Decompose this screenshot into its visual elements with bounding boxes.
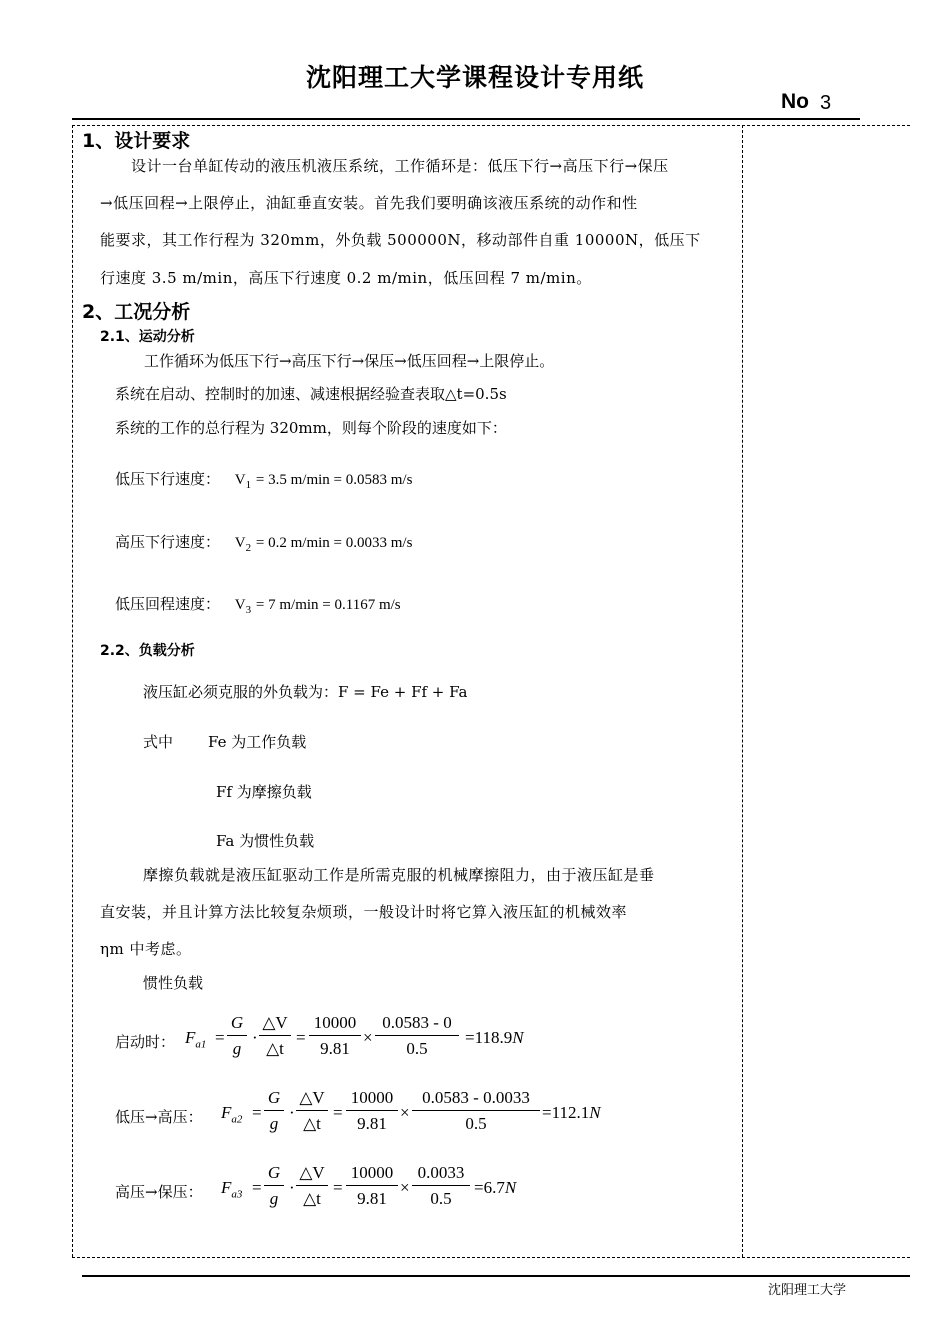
footer-rule: [82, 1275, 910, 1277]
formula-result: =6.7: [474, 1178, 505, 1197]
inertia-label: 惯性负载: [143, 974, 204, 992]
frame-margin-border: [742, 125, 743, 1257]
load-equation: 液压缸必须克服的外负载为：F = Fe + Ff + Fa: [143, 683, 468, 701]
friction-line-1: 摩擦负载就是液压缸驱动工作是所需克服的机械摩擦阻力，由于液压缸是垂: [143, 866, 655, 884]
fraction-time: 0.5: [430, 1189, 452, 1208]
force-symbol: F: [185, 1028, 196, 1047]
fraction-weight: 10000: [309, 1013, 361, 1036]
section-heading-requirements: 1、设计要求: [82, 130, 191, 152]
motion-line-2: 系统在启动、控制时的加速、减速根据经验查表取△t=0.5s: [115, 385, 507, 403]
speed-expression: = 3.5 m/min = 0.0583 m/s: [255, 472, 413, 488]
formula-label: 高压→保压：: [115, 1183, 203, 1201]
fraction-G: G: [227, 1013, 247, 1036]
formula-low-to-high: 低压→高压： $F_{a2}$ = $\frac{G}{g}$ · $\frac{\triangle V}{\triangle t}$ = $\frac{10000}{9.81}$ × $\frac{0.0583 - 0.0033}{0.5}$ =112.1N: [115, 1088, 601, 1133]
footer-university: 沈阳理工大学: [768, 1283, 847, 1298]
formula-label: 低压→高压：: [115, 1108, 203, 1126]
requirements-line-4: 行速度 3.5 m/min，高压下行速度 0.2 m/min，低压回程 7 m/min。: [100, 269, 592, 287]
fraction-weight: 10000: [346, 1163, 398, 1186]
frame-left-border: [72, 125, 73, 1257]
fraction-dt: △t: [266, 1039, 284, 1058]
force-subscript: a3: [231, 1188, 243, 1201]
speed-subscript: 3: [245, 604, 252, 616]
fraction-gravity: 9.81: [357, 1189, 387, 1208]
formula-label: 启动时：: [115, 1033, 176, 1051]
page-number-label: No: [781, 90, 809, 113]
speed-row: [115, 593, 401, 616]
section-heading-analysis: 2、工况分析: [82, 301, 191, 323]
unit-N: N: [504, 1178, 517, 1197]
force-subscript: a2: [231, 1113, 243, 1126]
fraction-velocity-diff: 0.0583 - 0: [375, 1013, 459, 1036]
motion-line-1: 工作循环为低压下行→高压下行→保压→低压回程→上限停止。: [144, 352, 555, 370]
definition-inertia-load: Fa 为惯性负载: [216, 832, 315, 850]
fraction-G: G: [264, 1163, 284, 1186]
force-symbol: F: [221, 1178, 232, 1197]
definition-friction-load: Ff 为摩擦负载: [216, 783, 312, 801]
fraction-velocity-diff: 0.0033: [412, 1163, 470, 1186]
unit-N: N: [589, 1103, 601, 1122]
unit-N: N: [512, 1028, 524, 1047]
force-subscript: a1: [195, 1038, 207, 1051]
subsection-heading-motion: 2.1、运动分析: [100, 329, 195, 345]
formula-high-to-hold: 高压→保压： $F_{a3}$ = $\frac{G}{g}$ · $\frac{\triangle V}{\triangle t}$ = $\frac{10000}{9.81}$ × $\frac{0.0033}{0.5}$ =6.7N: [115, 1163, 517, 1208]
formula-result: =112.1: [542, 1103, 590, 1122]
requirements-line-1: 设计一台单缸传动的液压机液压系统，工作循环是：低压下行→高压下行→保压: [131, 157, 669, 175]
speed-symbol: V: [234, 472, 246, 488]
fraction-g: g: [232, 1039, 242, 1058]
speed-label: 低压回程速度：: [115, 595, 221, 613]
where-label: 式中: [143, 733, 174, 751]
speed-subscript: 1: [245, 479, 252, 491]
speed-expression: = 0.2 m/min = 0.0033 m/s: [255, 535, 413, 551]
requirements-line-3: 能要求，其工作行程为 320mm，外负载 500000N，移动部件自重 10000N，低压下: [100, 231, 701, 249]
motion-line-3: 系统的工作的总行程为 320mm，则每个阶段的速度如下：: [115, 419, 507, 437]
frame-top-border: [72, 125, 910, 126]
fraction-dV: △V: [296, 1163, 328, 1186]
speed-symbol: V: [234, 597, 246, 613]
subsection-heading-load: 2.2、负载分析: [100, 643, 195, 659]
fraction-dV: △V: [259, 1013, 291, 1036]
formula-startup: 启动时： $F_{a1}$ = $\frac{G}{g}$ · $\frac{\triangle V}{\triangle t}$ = $\frac{10000}{9.81}$ × $\frac{0.0583 - 0}{0.5}$ =118.9N: [115, 1013, 524, 1058]
speed-row: [115, 531, 412, 554]
requirements-line-2: →低压回程→上限停止，油缸垂直安装。首先我们要明确该液压系统的动作和性: [100, 194, 638, 212]
fraction-dt: △t: [303, 1114, 321, 1133]
fraction-dt: △t: [303, 1189, 321, 1208]
fraction-g: g: [269, 1189, 279, 1208]
friction-line-3: ηm 中考虑。: [100, 940, 192, 958]
fraction-dV: △V: [296, 1088, 328, 1111]
page-title: 沈阳理工大学课程设计专用纸: [305, 63, 644, 92]
definition-work-load: Fe 为工作负载: [208, 733, 307, 751]
speed-row: [115, 468, 412, 491]
friction-line-2: 直安装，并且计算方法比较复杂烦琐，一般设计时将它算入液压缸的机械效率: [100, 903, 628, 921]
speed-subscript: 2: [245, 542, 252, 554]
fraction-g: g: [269, 1114, 279, 1133]
speed-expression: = 7 m/min = 0.1167 m/s: [255, 597, 401, 613]
speed-label: 低压下行速度：: [115, 470, 221, 488]
fraction-G: G: [264, 1088, 284, 1111]
fraction-weight: 10000: [346, 1088, 398, 1111]
formula-result: =118.9: [465, 1028, 513, 1047]
fraction-velocity-diff: 0.0583 - 0.0033: [412, 1088, 540, 1111]
frame-bottom-border: [72, 1257, 910, 1258]
page-number-value: 3: [820, 92, 832, 114]
header-rule: [72, 118, 860, 120]
speed-label: 高压下行速度：: [115, 533, 221, 551]
force-symbol: F: [221, 1103, 232, 1122]
fraction-time: 0.5: [465, 1114, 487, 1133]
fraction-time: 0.5: [406, 1039, 428, 1058]
speed-symbol: V: [234, 535, 246, 551]
fraction-gravity: 9.81: [320, 1039, 350, 1058]
fraction-gravity: 9.81: [357, 1114, 387, 1133]
